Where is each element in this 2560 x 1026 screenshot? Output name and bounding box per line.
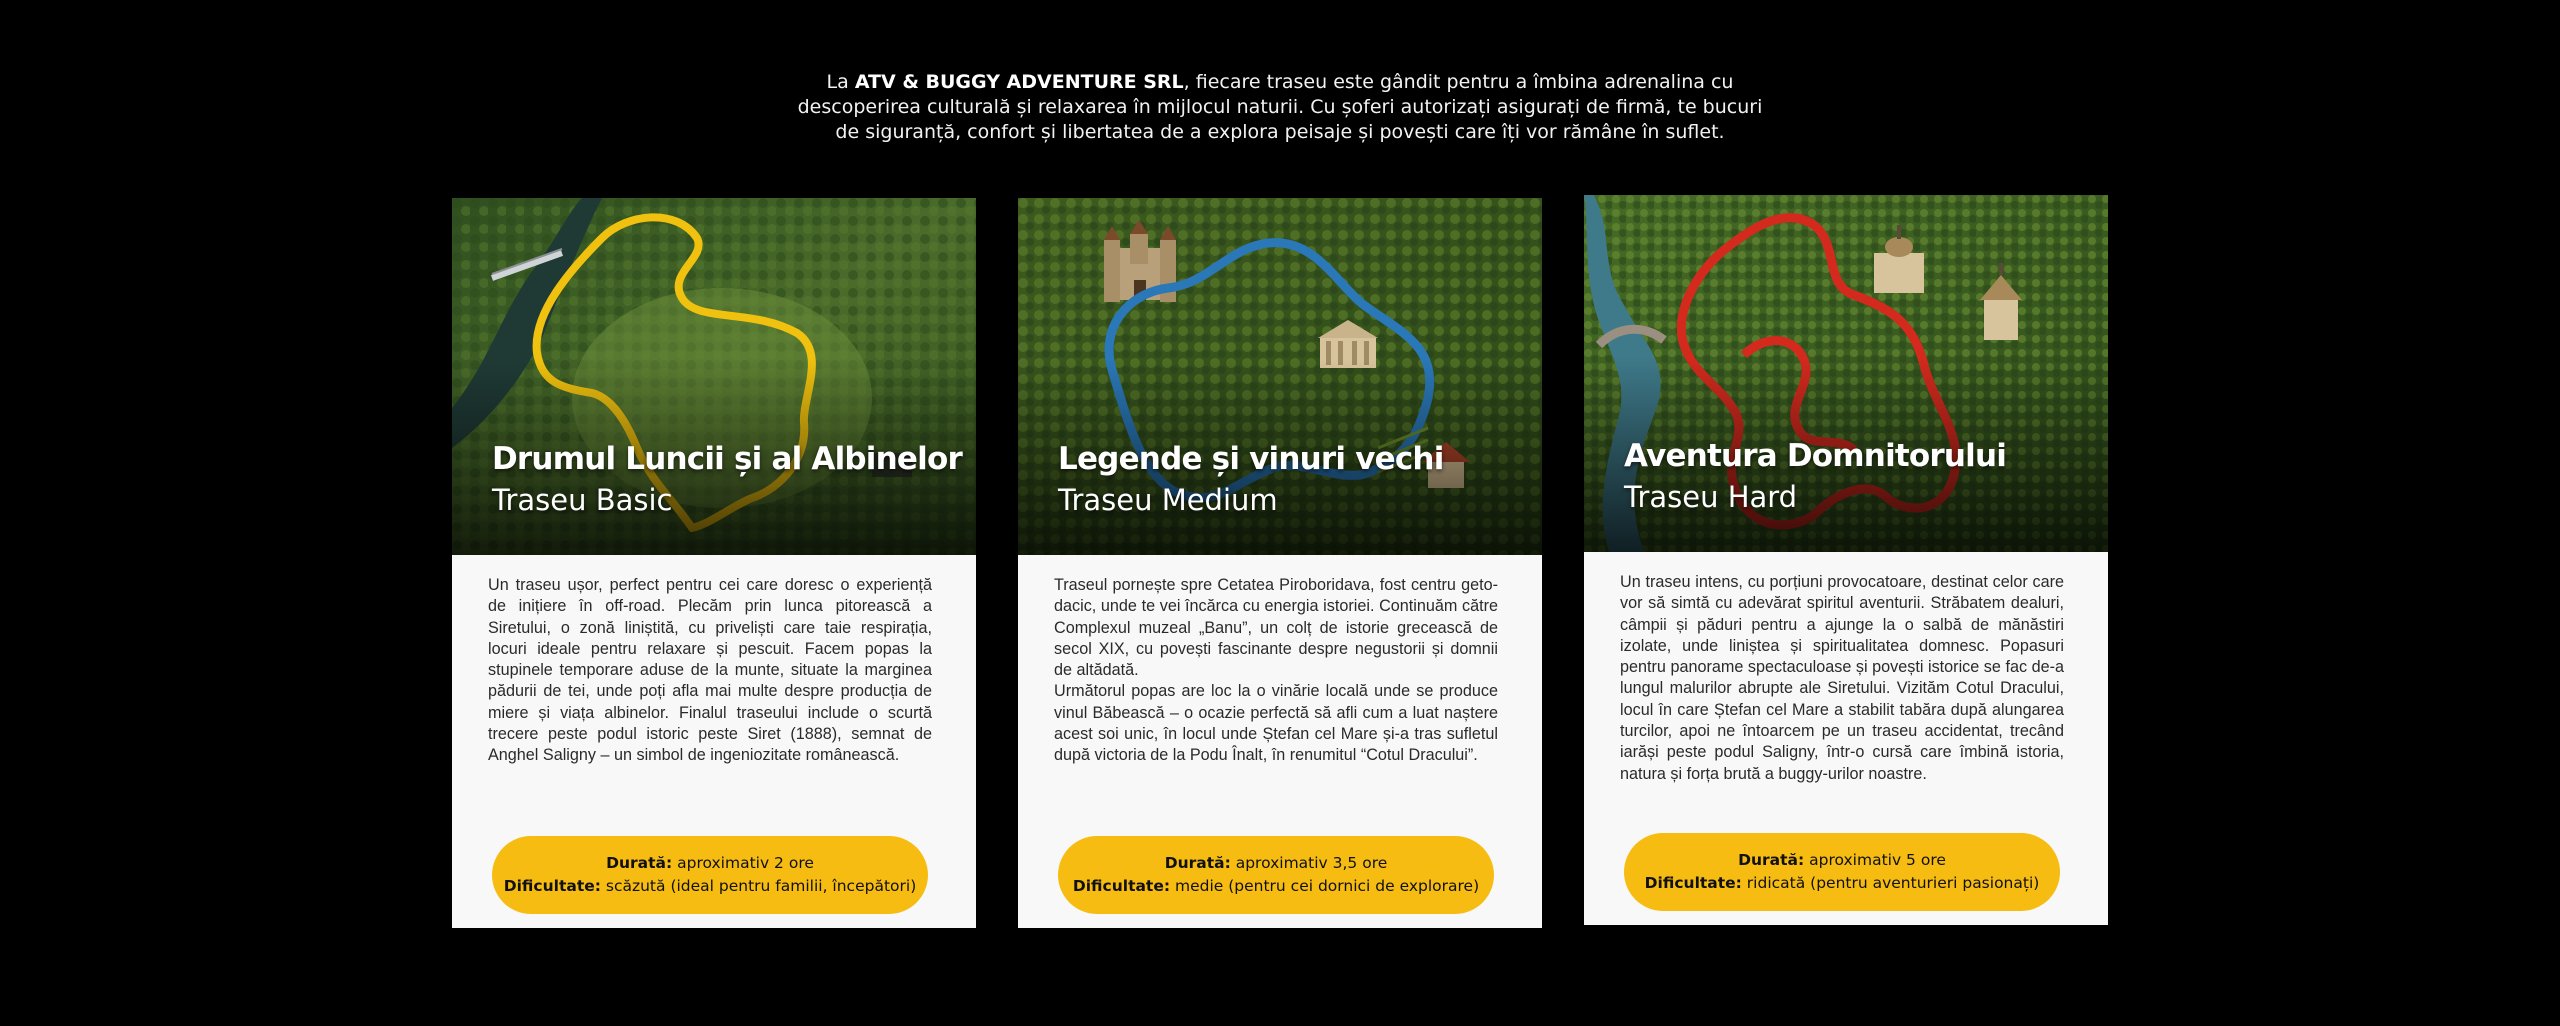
- route-map-image-medium: [1018, 198, 1542, 555]
- difficulty-label: Dificultate:: [1072, 877, 1171, 895]
- description-paragraph: Următorul popas are loc la o vinărie locală unde se produce vinul Băbească – o ocazie perfectă să afli cum a luat naștere acest soi unic, în locul unde Ștefan cel Mare și-a tras sufletul după victoria de la Podu Înalt, în renumitul “Cotul Dracului”.: [1054, 682, 1498, 765]
- duration-value: aproximativ 2 ore: [672, 854, 814, 872]
- intro-line-1: [780, 70, 1780, 95]
- route-level: Traseu Hard: [1624, 480, 1798, 514]
- difficulty-line: [1645, 872, 2040, 895]
- route-title: Aventura Domnitorului: [1624, 438, 2007, 474]
- difficulty-line: [504, 875, 917, 898]
- card-title-block: [1624, 438, 2006, 514]
- company-name: ATV & BUGGY ADVENTURE SRL: [854, 71, 1184, 93]
- route-info-pill: [1058, 836, 1494, 914]
- route-card-hard[interactable]: [1584, 195, 2108, 925]
- route-title: Drumul Luncii și al Albinelor: [492, 441, 962, 477]
- route-card-basic[interactable]: [452, 198, 976, 928]
- route-level: Traseu Basic: [492, 483, 673, 517]
- difficulty-value: scăzută (ideal pentru familii, începători): [600, 877, 917, 895]
- description-paragraph: Un traseu ușor, perfect pentru cei care doresc o experiență de inițiere în off-road. Plecăm prin lunca pitorească a Siretului, o zonă liniștită, cu priveliști care taie respirația, locuri ideale pentru relaxare și pescuit. Facem popas la stupinele temporare aduse de la munte, situate la marginea pădurii de tei, unde poți afla mai multe despre producția de miere și viața albinelor. Finalul traseului include o scurtă trecere peste podul istoric peste Siret (1888), semnat de Anghel Saligny – un simbol de ingeniozitate românească.: [488, 576, 932, 765]
- duration-value: aproximativ 3,5 ore: [1230, 854, 1388, 872]
- route-title: Legende și vinuri vechi: [1058, 441, 1444, 477]
- route-info-pill: [492, 836, 928, 914]
- difficulty-value: medie (pentru cei dornici de explorare): [1170, 877, 1480, 895]
- intro-line-3: de siguranță, confort și libertatea de a explora peisaje și povești care îți vor rămâne în suflet.: [835, 121, 1725, 143]
- difficulty-label: Dificultate:: [503, 877, 601, 895]
- duration-label: Durată:: [1738, 851, 1805, 869]
- route-map-image-basic: [452, 198, 976, 555]
- route-map-image-hard: [1584, 195, 2108, 552]
- route-card-medium[interactable]: [1018, 198, 1542, 928]
- description-paragraph: Traseul pornește spre Cetatea Piroboridava, fost centru geto-dacic, unde te vei încărca cu energia istoriei. Continuăm către Complexul muzeal „Banu”, un colț de istorie grecească de secol XIX, cu povești fascinante despre negustorii și domnii de altădată.: [1054, 576, 1498, 680]
- intro-line-2: descoperirea culturală și relaxarea în mijlocul naturii. Cu șoferi autorizați asigurați de firmă, te bucuri: [797, 96, 1763, 118]
- route-description: [1054, 575, 1498, 767]
- card-title-block: [1058, 441, 1444, 517]
- route-description: [488, 575, 932, 767]
- duration-line: [606, 852, 814, 875]
- card-title-block: [492, 441, 962, 517]
- duration-line: [1738, 849, 1946, 872]
- duration-label: Durată:: [606, 854, 673, 872]
- duration-value: aproximativ 5 ore: [1804, 851, 1946, 869]
- duration-label: Durată:: [1164, 854, 1231, 872]
- intro-line-1-rest: , fiecare traseu este gândit pentru a îmbina adrenalina cu: [1183, 71, 1734, 93]
- difficulty-line: [1073, 875, 1479, 898]
- route-description: [1620, 572, 2064, 785]
- route-level: Traseu Medium: [1058, 483, 1278, 517]
- difficulty-value: ridicată (pentru aventurieri pasionați): [1741, 874, 2040, 892]
- duration-line: [1165, 852, 1388, 875]
- description-paragraph: Un traseu intens, cu porțiuni provocatoare, destinat celor care vor să simtă cu adevărat spiritul aventurii. Străbatem dealuri, câmpii și păduri pentru a ajunge la o salbă de mănăstiri izolate, unde liniștea și spiritualitatea domnesc. Popasuri pentru panorame spectaculoase și povești istorice se fac de-a lungul malurilor abrupte ale Siretului. Vizităm Cotul Dracului, locul în care Ștefan cel Mare a stabilit tabăra după alungarea turcilor, apoi ne întoarcem pe un traseu accidentat, trecând iarăși peste podul Saligny, într-o cursă care îmbină istoria, natura și forța brută a buggy-urilor noastre.: [1620, 573, 2064, 783]
- intro-text: [780, 70, 1780, 145]
- difficulty-label: Dificultate:: [1644, 874, 1742, 892]
- intro-prefix: La: [826, 71, 855, 93]
- route-info-pill: [1624, 833, 2060, 911]
